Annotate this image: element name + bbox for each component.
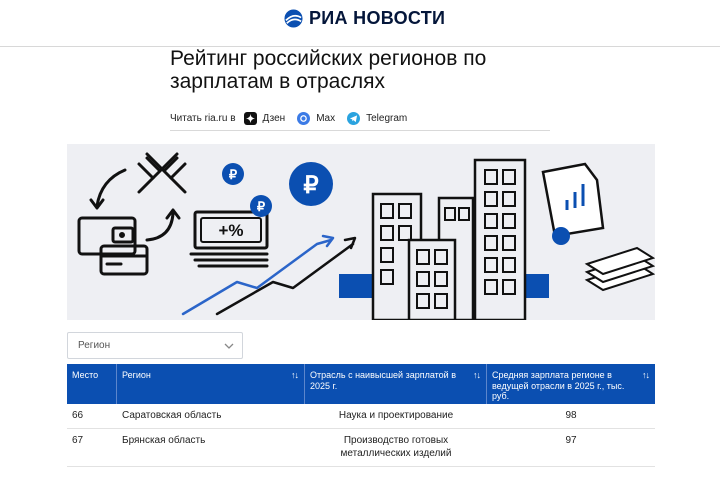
telegram-icon [347,112,360,125]
dzen-icon [244,112,257,125]
site-header [0,0,720,47]
column-header-label: Регион [122,370,151,380]
ria-globe-icon [284,9,303,28]
cell-place: 67 [72,435,84,446]
share-label: Читать ria.ru в [170,112,236,124]
column-header-label: Место [72,370,99,380]
chevron-down-icon [224,341,234,351]
logo-text: РИА НОВОСТИ [309,7,446,28]
share-divider [170,130,550,131]
site-logo[interactable] [284,7,445,29]
column-header-label: Отрасль с наивысшей зарплатой в 2025 г. [310,370,456,391]
share-max-link[interactable] [297,112,335,125]
sort-icon[interactable]: ↑↓ [473,370,480,380]
cell-salary: 97 [565,435,577,446]
salary-illustration [67,144,655,320]
svg-text:+%: +% [218,221,244,240]
illustration-banner [67,144,655,320]
cell-place: 66 [72,410,84,421]
cell-industry: Производство готовых металлических изделий [340,435,452,459]
column-header-label: Средняя зарплата регионе в ведущей отрасли в 2025 г., тыс. руб. [492,370,625,401]
share-dzen-link[interactable] [244,112,286,125]
svg-text:₽: ₽ [303,172,319,199]
column-header-place[interactable] [67,364,117,404]
max-icon [297,112,310,125]
share-bar [170,108,419,128]
share-telegram-label: Telegram [366,112,408,124]
sort-icon[interactable]: ↑↓ [291,370,298,380]
share-max-label: Max [316,112,336,124]
salary-table [67,364,655,467]
cell-region: Саратовская область [122,410,222,421]
cell-industry: Наука и проектирование [338,410,454,421]
cell-region: Брянская область [122,435,206,446]
column-header-salary[interactable] [487,364,655,404]
table-row [67,404,655,429]
table-row [67,429,655,467]
page-title: Рейтинг российских регионов по зарплатам в отраслях [170,47,487,93]
column-header-industry[interactable] [305,364,487,404]
share-dzen-label: Дзен [262,112,286,124]
sort-icon[interactable]: ↑↓ [642,370,649,380]
svg-text:₽: ₽ [256,199,266,214]
cell-salary: 98 [565,410,577,421]
column-header-region[interactable] [117,364,305,404]
region-select[interactable] [67,332,243,359]
table-header [67,364,655,404]
share-telegram-link[interactable] [347,112,407,125]
region-select-placeholder: Регион [78,340,111,351]
svg-text:₽: ₽ [228,167,238,182]
